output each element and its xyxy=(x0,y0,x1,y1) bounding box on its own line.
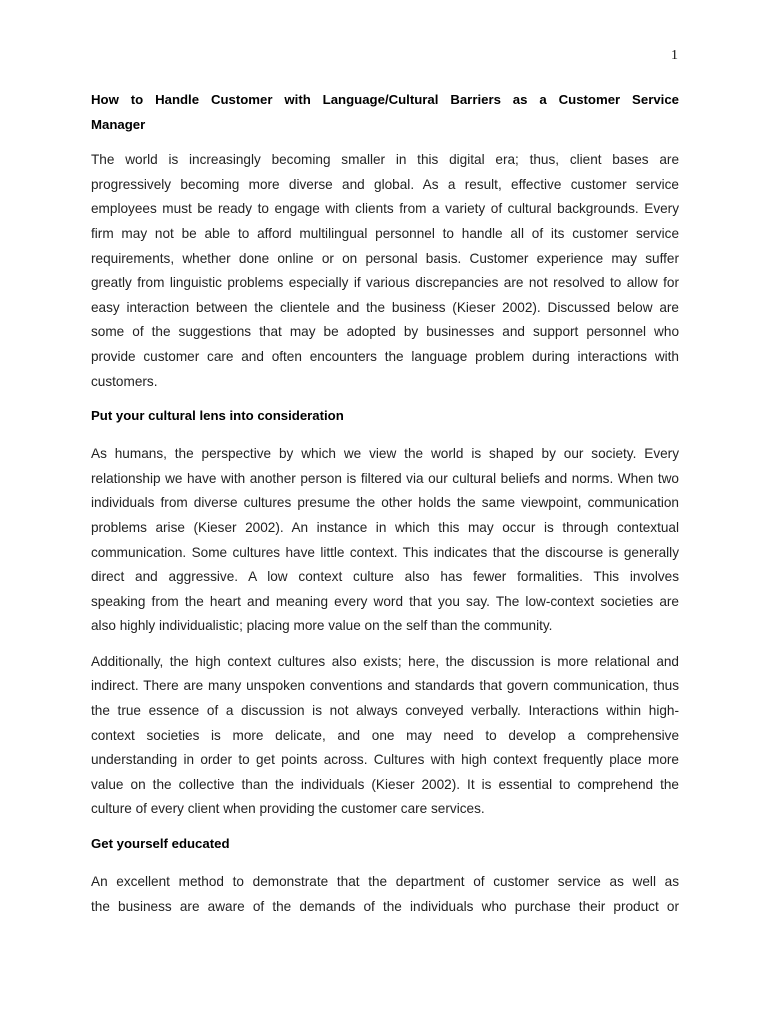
document-title xyxy=(91,88,679,137)
cultural-lens-paragraph-2 xyxy=(91,650,679,822)
text-line: understanding in order to get points across. Cultures with high context frequently place more xyxy=(91,752,679,768)
text-line: employees must be ready to engage with clients from a variety of cultural backgrounds. Every xyxy=(91,201,679,217)
text-line: value on the collective than the individuals (Kieser 2002). It is essential to comprehend the xyxy=(91,776,679,792)
text-line: the business are aware of the demands of the individuals who purchase their product or xyxy=(91,898,679,914)
text-line: relationship we have with another person is filtered via our cultural beliefs and norms. When two xyxy=(91,470,679,486)
text-line: some of the suggestions that may be adopted by businesses and support personnel who xyxy=(91,324,679,340)
text-line: problems arise (Kieser 2002). An instance in which this may occur is through contextual xyxy=(91,519,679,535)
get-educated-paragraph xyxy=(91,870,679,919)
text-line: easy interaction between the clientele and the business (Kieser 2002). Discussed below are xyxy=(91,299,679,315)
text-line: culture of every client when providing the customer care services. xyxy=(91,801,485,817)
text-line: individuals from diverse cultures presume the other holds the same viewpoint, communication xyxy=(91,495,679,511)
text-line: the true essence of a discussion is not always conveyed verbally. Interactions within high- xyxy=(91,703,679,719)
text-line: customers. xyxy=(91,373,158,389)
text-line: greatly from linguistic problems especially if various discrepancies are not resolved to allow for xyxy=(91,275,679,291)
document-body xyxy=(91,88,679,919)
text-line: progressively becoming more diverse and global. As a result, effective customer service xyxy=(91,176,679,192)
text-line: communication. Some cultures have little context. This indicates that the discourse is generally xyxy=(91,544,679,560)
title-line: Manager xyxy=(91,116,146,132)
text-line: Additionally, the high context cultures also exists; here, the discussion is more relational and xyxy=(91,653,679,669)
page-number: 1 xyxy=(671,48,678,63)
section-heading-get-educated: Get yourself educated xyxy=(91,836,230,852)
text-line: firm may not be able to afford multilingual personnel to handle all of its customer service xyxy=(91,225,679,241)
text-line: The world is increasingly becoming smaller in this digital era; thus, client bases are xyxy=(91,152,679,168)
text-line: context societies is more delicate, and one may need to develop a comprehensive xyxy=(91,727,679,743)
text-line: indirect. There are many unspoken conventions and standards that govern communication, thus xyxy=(91,678,679,694)
text-line: speaking from the heart and meaning every word that you say. The low-context societies are xyxy=(91,593,679,609)
text-line: requirements, whether done online or on personal basis. Customer experience may suffer xyxy=(91,250,679,266)
text-line: provide customer care and often encounters the language problem during interactions with xyxy=(91,348,679,364)
cultural-lens-paragraph-1 xyxy=(91,442,679,639)
title-line: How to Handle Customer with Language/Cultural Barriers as a Customer Service xyxy=(91,92,679,107)
text-line: also highly individualistic; placing more value on the self than the community. xyxy=(91,618,553,634)
intro-paragraph xyxy=(91,148,679,394)
text-line: As humans, the perspective by which we view the world is shaped by our society. Every xyxy=(91,446,679,462)
text-line: direct and aggressive. A low context culture also has fewer formalities. This involves xyxy=(91,569,679,585)
text-line: An excellent method to demonstrate that the department of customer service as well as xyxy=(91,874,679,890)
section-heading-cultural-lens: Put your cultural lens into consideration xyxy=(91,408,344,424)
